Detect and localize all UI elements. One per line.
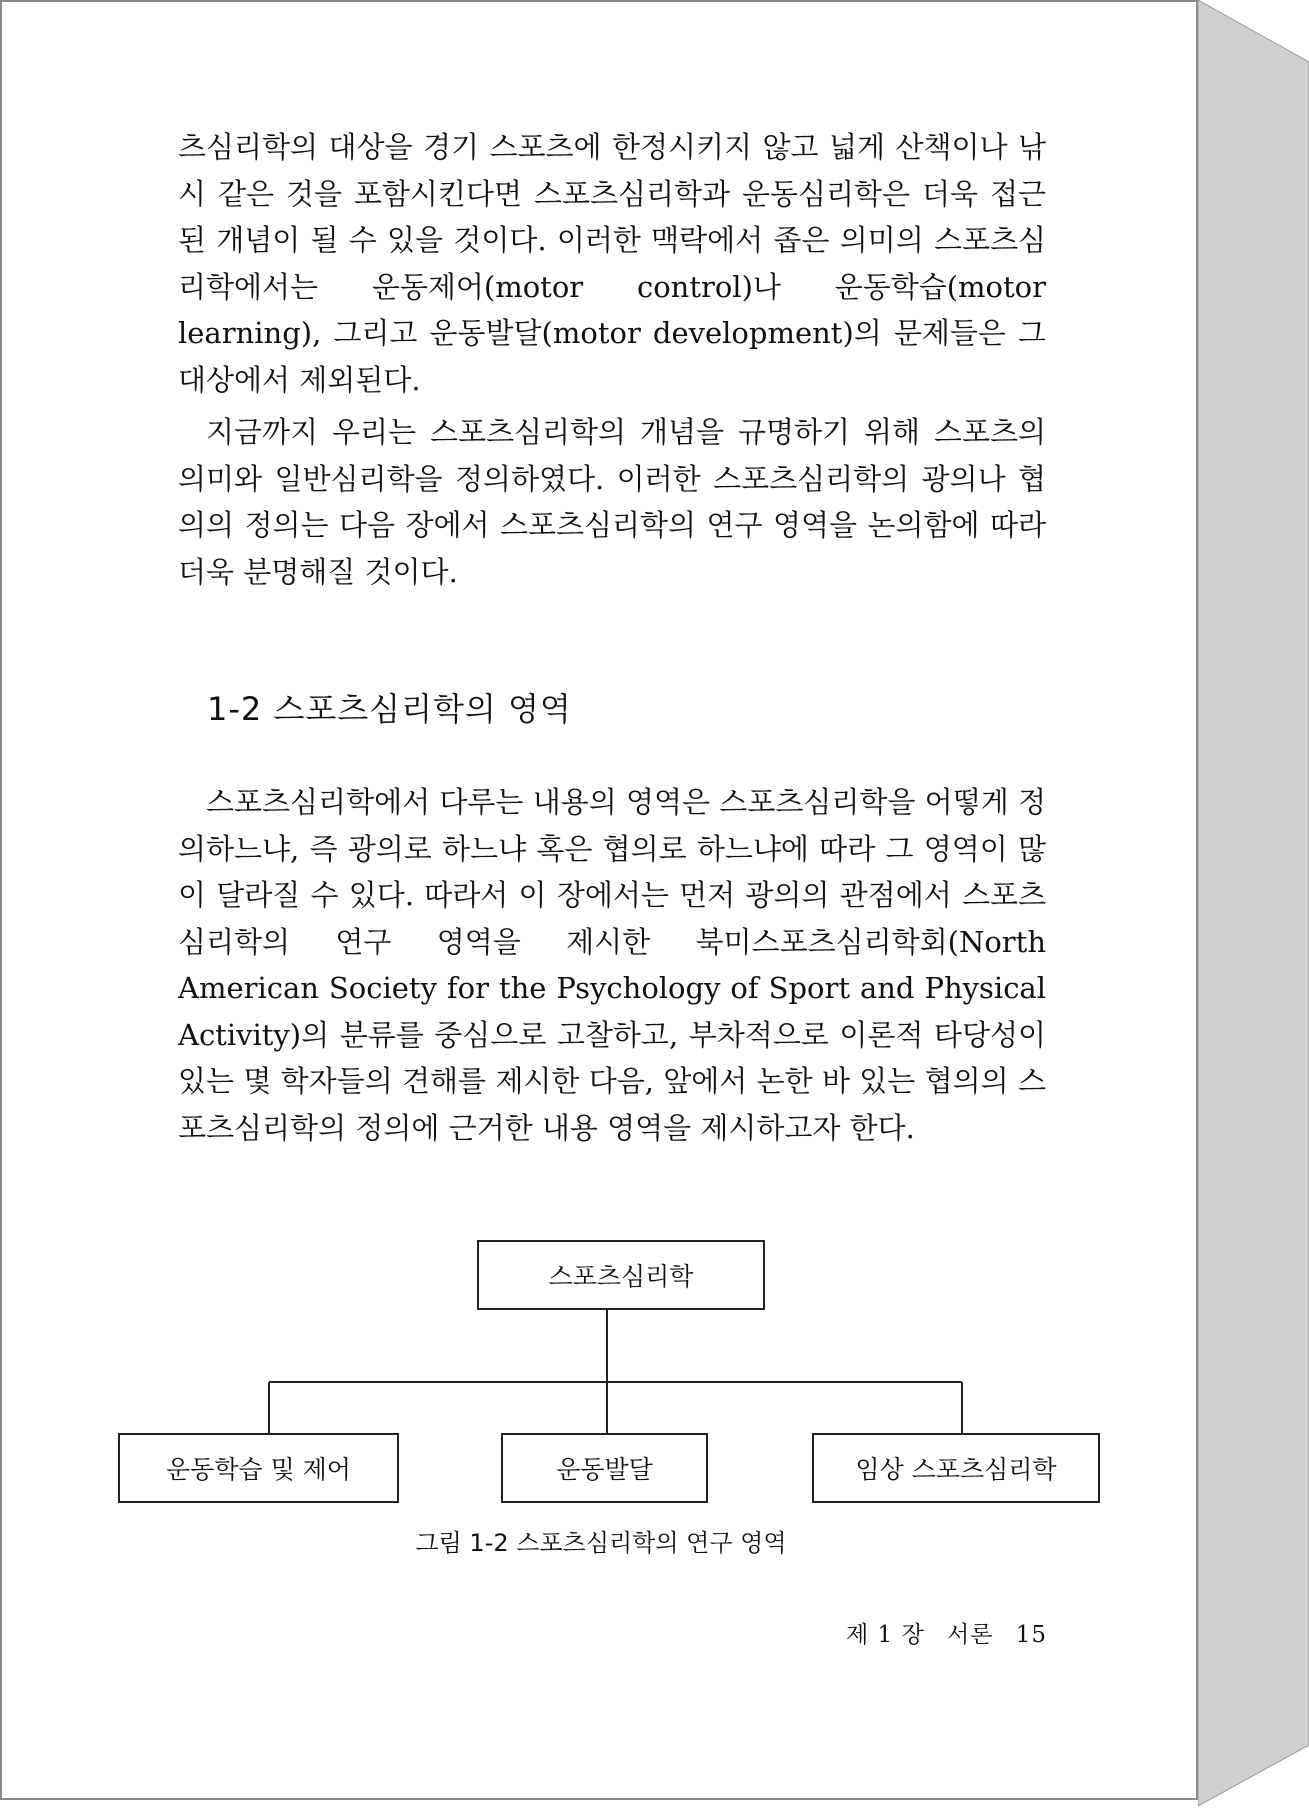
- page-stack-edge: [1198, 0, 1309, 1806]
- footer-chapter: 제 1 장: [846, 1622, 925, 1648]
- figure-caption: 그림 1-2 스포츠심리학의 연구 영역: [415, 1529, 787, 1557]
- diagram-child-motor-development: 운동발달: [501, 1433, 708, 1503]
- page-number: 15: [1015, 1622, 1048, 1648]
- page-footer: [846, 1616, 1047, 1649]
- footer-title: 서론: [947, 1622, 994, 1648]
- section-heading: 1-2 스포츠심리학의 영역: [207, 690, 572, 728]
- diagram-child-clinical-sport-psychology: 임상 스포츠심리학: [812, 1433, 1100, 1503]
- paragraph-2: 지금까지 우리는 스포츠심리학의 개념을 규명하기 위해 스포츠의 의미와 일반심리학을 정의하였다. 이러한 스포츠심리학의 광의나 협의의 정의는 다음 장에서 스포츠심리학의 연구 영역을 논의함에 따라 더욱 분명해질 것이다.: [178, 415, 1046, 589]
- paragraph-1: 츠심리학의 대상을 경기 스포츠에 한정시키지 않고 넓게 산책이나 낚시 같은 것을 포함시킨다면 스포츠심리학과 운동심리학은 더욱 접근된 개념이 될 수 있을 것이다. 이러한 맥락에서 좁은 의미의 스포츠심리학에서는 운동제어(motor control)나 운동학습(motor learning), 그리고 운동발달(motor development)의 문제들은 그 대상에서 제외된다.: [178, 130, 1046, 397]
- diagram-child-motor-learning: 운동학습 및 제어: [118, 1433, 399, 1503]
- paragraph-3: 스포츠심리학에서 다루는 내용의 영역은 스포츠심리학을 어떻게 정의하느냐, 즉 광의로 하느냐 혹은 협의로 하느냐에 따라 그 영역이 많이 달라질 수 있다. 따라서 이 장에서는 먼저 광의의 관점에서 스포츠심리학의 연구 영역을 제시한 북미스포츠심리학회(North American Society for the Psychology of Sport and Physical Activity)의 분류를 중심으로 고찰하고, 부차적으로 이론적 타당성이 있는 몇 학자들의 견해를 제시한 다음, 앞에서 논한 바 있는 협의의 스포츠심리학의 정의에 근거한 내용 영역을 제시하고자 한다.: [178, 785, 1046, 1145]
- diagram-root-box: 스포츠심리학: [477, 1240, 765, 1310]
